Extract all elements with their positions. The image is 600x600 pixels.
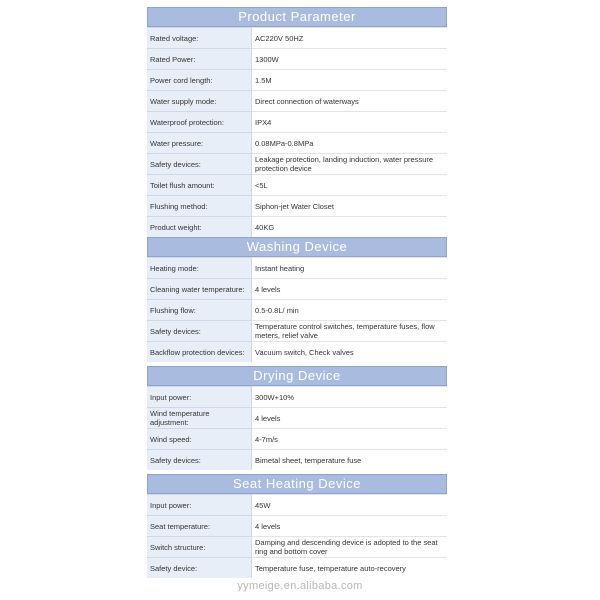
table-row	[147, 28, 447, 49]
row-label: Input power:	[147, 387, 252, 408]
table-row	[147, 175, 447, 196]
row-label: Switch structure:	[147, 537, 252, 558]
row-value: Leakage protection, landing induction, water pressure protection device	[252, 154, 448, 175]
row-value: Damping and descending device is adopted to the seat ring and bottom cover	[252, 537, 448, 558]
row-value: Siphon-jet Water Closet	[252, 196, 448, 217]
spec-table	[147, 257, 447, 362]
table-row	[147, 70, 447, 91]
table-row	[147, 279, 447, 300]
table-row	[147, 429, 447, 450]
watermark: yymeige.en.alibaba.com	[237, 580, 363, 592]
table-row	[147, 300, 447, 321]
row-value: 0.5-0.8L/ min	[252, 300, 448, 321]
row-value: AC220V 50HZ	[252, 28, 448, 49]
section-title: Drying Device	[147, 366, 447, 386]
row-value: 1.5M	[252, 70, 448, 91]
row-label: Water supply mode:	[147, 91, 252, 112]
row-value: 4-7m/s	[252, 429, 448, 450]
row-value: Instant heating	[252, 258, 448, 279]
row-value: Temperature control switches, temperature fuses, flow meters, relief valve	[252, 321, 448, 342]
table-row	[147, 217, 447, 238]
section-title: Product Parameter	[147, 7, 447, 27]
row-label: Rated Power:	[147, 49, 252, 70]
row-value: 0.08MPa-0.8MPa	[252, 133, 448, 154]
table-row	[147, 133, 447, 154]
table-row	[147, 558, 447, 579]
drying-device-section	[147, 366, 447, 470]
row-label: Seat temperature:	[147, 516, 252, 537]
row-value: 4 levels	[252, 279, 448, 300]
row-label: Backflow protection devices:	[147, 342, 252, 363]
row-label: Safety devices:	[147, 450, 252, 471]
spec-table	[147, 27, 447, 237]
row-label: Safety devices:	[147, 321, 252, 342]
table-row	[147, 321, 447, 342]
table-row	[147, 112, 447, 133]
row-value: Vacuum switch, Check valves	[252, 342, 448, 363]
row-value: 300W+10%	[252, 387, 448, 408]
table-row	[147, 196, 447, 217]
table-row	[147, 450, 447, 471]
section-title: Seat Heating Device	[147, 474, 447, 494]
row-label: Heating mode:	[147, 258, 252, 279]
row-label: Product weight:	[147, 217, 252, 238]
section-title: Washing Device	[147, 237, 447, 257]
row-value: Direct connection of waterways	[252, 91, 448, 112]
seat-heating-device-section	[147, 474, 447, 578]
spec-table	[147, 386, 447, 470]
table-row	[147, 154, 447, 175]
table-row	[147, 387, 447, 408]
row-value: 4 levels	[252, 408, 448, 429]
row-label: Toilet flush amount:	[147, 175, 252, 196]
table-row	[147, 91, 447, 112]
row-label: Power cord length:	[147, 70, 252, 91]
row-value: <5L	[252, 175, 448, 196]
table-row	[147, 258, 447, 279]
row-value: 4 levels	[252, 516, 448, 537]
row-label: Cleaning water temperature:	[147, 279, 252, 300]
table-row	[147, 537, 447, 558]
table-row	[147, 342, 447, 363]
row-label: Waterproof protection:	[147, 112, 252, 133]
row-label: Safety device:	[147, 558, 252, 579]
row-value: 45W	[252, 495, 448, 516]
row-value: 40KG	[252, 217, 448, 238]
row-label: Input power:	[147, 495, 252, 516]
table-row	[147, 516, 447, 537]
row-label: Flushing flow:	[147, 300, 252, 321]
row-label: Wind temperature adjustment:	[147, 408, 252, 429]
row-value: Bimetal sheet, temperature fuse	[252, 450, 448, 471]
row-value: 1300W	[252, 49, 448, 70]
row-label: Wind speed:	[147, 429, 252, 450]
spec-table	[147, 494, 447, 578]
product-parameter-section	[147, 7, 447, 237]
table-row	[147, 49, 447, 70]
row-label: Flushing method:	[147, 196, 252, 217]
table-row	[147, 495, 447, 516]
row-value: Temperature fuse, temperature auto-recovery	[252, 558, 448, 579]
row-label: Water pressure:	[147, 133, 252, 154]
table-row	[147, 408, 447, 429]
row-label: Safety devices:	[147, 154, 252, 175]
row-value: IPX4	[252, 112, 448, 133]
washing-device-section	[147, 237, 447, 362]
row-label: Rated voltage:	[147, 28, 252, 49]
